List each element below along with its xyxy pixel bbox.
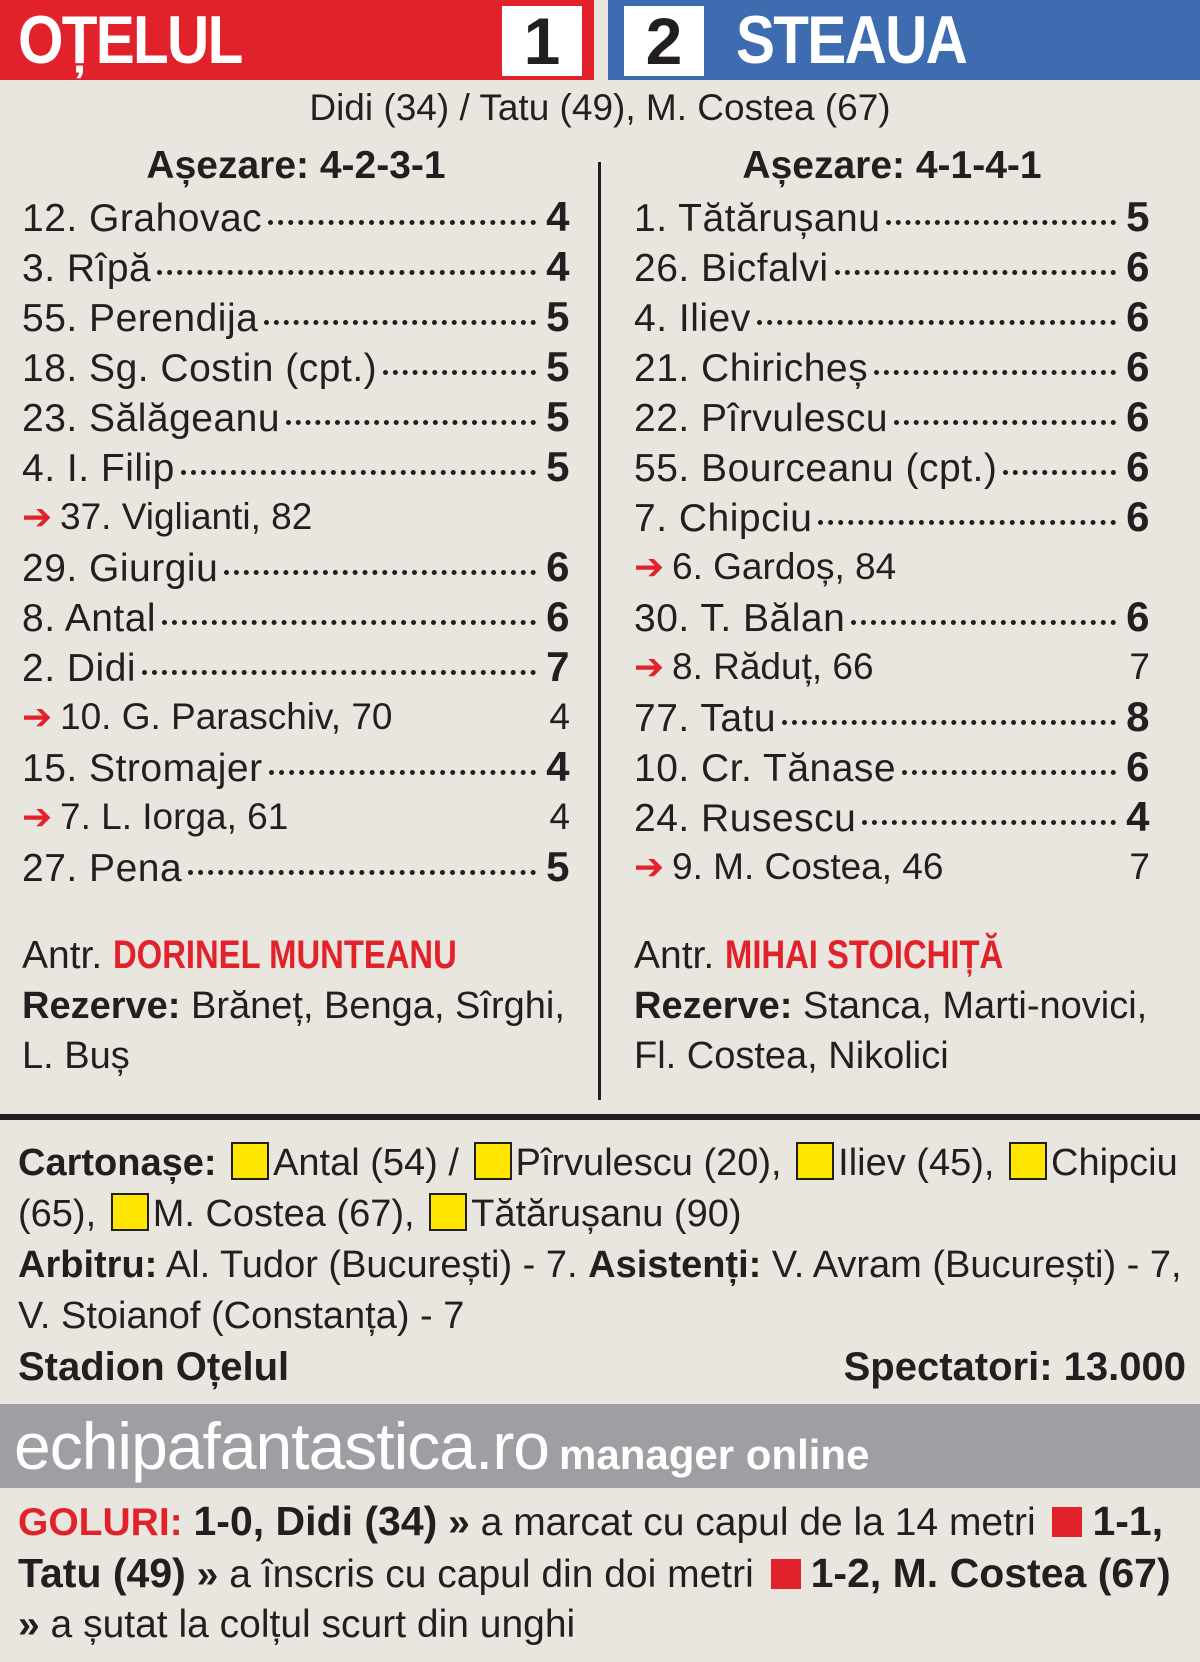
player-row (22, 442, 570, 492)
match-header (0, 0, 1200, 80)
player-grade: 6 (1126, 293, 1150, 340)
away-reserves-list: Stanca, Marti-novici, Fl. Costea, Nikolici (634, 985, 1148, 1077)
player-grade: 5 (546, 443, 570, 490)
goals-label: GOLURI: (18, 1501, 183, 1544)
player-grade: 8 (1126, 693, 1150, 740)
dot-leader (162, 620, 536, 625)
player-grade: 6 (1126, 443, 1150, 490)
chevron-icon: » (196, 1553, 219, 1596)
player-grade: 5 (546, 843, 570, 890)
yellow-card-icon (1009, 1142, 1047, 1180)
player-grade: 4 (1126, 793, 1150, 840)
player-grade: 6 (1126, 493, 1150, 540)
column-divider (598, 162, 601, 1100)
substitute-row (634, 542, 1150, 592)
player-name: 22. Pîrvulescu (634, 397, 889, 440)
player-name: 3. Rîpă (22, 247, 152, 290)
dot-leader (188, 870, 536, 875)
dot-leader (862, 820, 1116, 825)
dot-leader (268, 220, 536, 225)
player-row (22, 842, 570, 892)
player-name: 55. Bourceanu (cpt.) (634, 447, 998, 490)
assistants-label: Asistenți: (588, 1244, 762, 1286)
yellow-card-icon (474, 1142, 512, 1180)
player-row (22, 592, 570, 642)
player-grade: 4 (546, 243, 570, 290)
dot-leader (894, 420, 1116, 425)
player-name: 7. Chipciu (634, 497, 813, 540)
yellow-card-icon (231, 1142, 269, 1180)
reserves-label: Rezerve: (22, 985, 181, 1027)
player-name: 1. Tătărușanu (634, 197, 881, 240)
card-entry: Pîrvulescu (20) (515, 1142, 772, 1184)
player-grade: 6 (1126, 343, 1150, 390)
player-grade: 5 (546, 293, 570, 340)
player-name: 15. Stromajer (22, 747, 263, 790)
away-team-name: STEAUA (736, 2, 967, 78)
substitute-row (22, 692, 570, 742)
player-row (634, 242, 1150, 292)
player-grade: 6 (1126, 743, 1150, 790)
player-row (634, 292, 1150, 342)
banner-site-name: echipafantastica.ro (14, 1409, 550, 1483)
banner-tagline: manager online (559, 1431, 870, 1478)
player-row (634, 392, 1150, 442)
coach-label: Antr. (22, 934, 103, 977)
dot-leader (757, 320, 1116, 325)
player-grade: 6 (546, 543, 570, 590)
player-name: 55. Perendija (22, 297, 259, 340)
player-grade: 5 (546, 343, 570, 390)
player-name: 12. Grahovac (22, 197, 263, 240)
chevron-icon: » (18, 1603, 40, 1646)
substitution-arrow-icon: ➔ (22, 496, 53, 537)
home-coach-name: DORINEL MUNTEANU (113, 933, 457, 977)
substitute-name: 6. Gardoș, 84 (672, 546, 897, 587)
away-coach-name: MIHAI STOICHIȚĂ (725, 933, 1004, 977)
player-row (22, 192, 570, 242)
dot-leader (902, 770, 1116, 775)
card-entry: Tătărușanu (90) (471, 1193, 742, 1235)
dot-leader (264, 320, 536, 325)
substitute-grade: 7 (1129, 646, 1150, 687)
goals-description (18, 1496, 1194, 1650)
away-player-list (634, 192, 1150, 892)
player-row (22, 342, 570, 392)
player-name: 21. Chiricheș (634, 347, 869, 390)
dot-leader (874, 370, 1116, 375)
goal-score: 1-0, Didi (34) (193, 1498, 438, 1544)
player-grade: 6 (546, 593, 570, 640)
dot-leader (383, 370, 536, 375)
player-grade: 6 (1126, 393, 1150, 440)
player-row (22, 292, 570, 342)
substitute-row (634, 842, 1150, 892)
player-name: 27. Pena (22, 847, 183, 890)
assistants-names: V. Avram (București) - 7, V. Stoianof (Constanța) - 7 (18, 1244, 1182, 1337)
player-grade: 4 (546, 743, 570, 790)
substitute-name: 37. Viglianti, 82 (60, 496, 313, 537)
away-coach (634, 930, 1150, 981)
dot-leader (1003, 470, 1116, 475)
substitute-row (22, 492, 570, 542)
red-square-icon (771, 1559, 801, 1589)
away-team-band (608, 0, 1200, 80)
spectators-count: Spectatori: 13.000 (843, 1345, 1186, 1389)
yellow-card-icon (796, 1142, 834, 1180)
home-formation: Așezare: 4-2-3-1 (146, 144, 446, 187)
referee-label: Arbitru: (18, 1244, 158, 1286)
player-row (634, 342, 1150, 392)
dot-leader (181, 470, 536, 475)
dot-leader (818, 520, 1116, 525)
player-name: 2. Didi (22, 647, 137, 690)
player-row (634, 592, 1150, 642)
coach-label: Antr. (634, 934, 715, 977)
player-row (22, 642, 570, 692)
away-lineup (634, 140, 1150, 1081)
goal-score: 1-2, M. Costea (67) (810, 1550, 1171, 1596)
substitute-grade: 7 (1129, 846, 1150, 887)
goal-scorers-summary: Didi (34) / Tatu (49), M. Costea (67) (309, 87, 891, 128)
section-divider (0, 1114, 1200, 1120)
player-row (22, 242, 570, 292)
goal-description: a marcat cu capul de la 14 metri (480, 1501, 1036, 1544)
substitute-row (22, 792, 570, 842)
stadium-row (18, 1342, 1186, 1393)
reserves-label: Rezerve: (634, 985, 793, 1027)
player-row (634, 492, 1150, 542)
home-lineup (22, 140, 570, 1081)
player-name: 8. Antal (22, 597, 157, 640)
player-name: 23. Sălăgeanu (22, 397, 281, 440)
yellow-card-icon (111, 1193, 149, 1231)
dot-leader (851, 620, 1116, 625)
player-row (22, 742, 570, 792)
player-row (22, 392, 570, 442)
goal-score: 1-1, Tatu (49) (18, 1498, 1164, 1596)
substitution-arrow-icon: ➔ (634, 646, 665, 687)
yellow-card-icon (429, 1193, 467, 1231)
player-name: 24. Rusescu (634, 797, 857, 840)
match-info (18, 1138, 1186, 1393)
goal-description: a șutat la colțul scurt din unghi (50, 1603, 576, 1646)
substitute-name: 10. G. Paraschiv, 70 (60, 696, 393, 737)
red-square-icon (1052, 1507, 1082, 1537)
referee-line (18, 1240, 1186, 1342)
dot-leader (269, 770, 536, 775)
player-name: 4. I. Filip (22, 447, 175, 490)
substitute-row (634, 642, 1150, 692)
player-grade: 4 (546, 193, 570, 240)
substitution-arrow-icon: ➔ (634, 846, 665, 887)
dot-leader (142, 670, 536, 675)
player-grade: 5 (546, 393, 570, 440)
player-name: 29. Giurgiu (22, 547, 219, 590)
substitution-arrow-icon: ➔ (22, 696, 53, 737)
player-row (634, 442, 1150, 492)
player-name: 30. T. Bălan (634, 597, 846, 640)
substitute-grade: 4 (549, 696, 570, 737)
player-grade: 7 (546, 643, 570, 690)
dot-leader (782, 720, 1116, 725)
chevron-icon: » (448, 1501, 470, 1544)
referee-name: Al. Tudor (București) - 7. (165, 1244, 578, 1286)
dot-leader (286, 420, 536, 425)
card-entry: Chipciu (65) (18, 1142, 1178, 1235)
player-grade: 5 (1126, 193, 1150, 240)
home-team-name: OȚELUL (18, 2, 242, 78)
dot-leader (835, 270, 1116, 275)
substitute-name: 7. L. Iorga, 61 (60, 796, 289, 837)
player-grade: 6 (1126, 243, 1150, 290)
dot-leader (157, 270, 536, 275)
dot-leader (886, 220, 1116, 225)
player-row (634, 692, 1150, 742)
home-team-band (0, 0, 594, 80)
substitute-name: 9. M. Costea, 46 (672, 846, 944, 887)
cards-label: Cartonașe: (18, 1142, 217, 1184)
card-entry: Iliev (45) (838, 1142, 984, 1184)
away-reserves (634, 981, 1150, 1081)
card-entry: M. Costea (67) (152, 1193, 405, 1235)
player-name: 77. Tatu (634, 697, 777, 740)
away-score: 2 (624, 6, 704, 76)
player-name: 18. Sg. Costin (cpt.) (22, 347, 378, 390)
player-row (634, 192, 1150, 242)
home-coach (22, 930, 570, 981)
substitute-name: 8. Răduț, 66 (672, 646, 874, 687)
away-formation: Așezare: 4-1-4-1 (742, 144, 1042, 187)
player-grade: 6 (1126, 593, 1150, 640)
substitution-arrow-icon: ➔ (634, 546, 665, 587)
cards-line: Cartonașe: Antal (54) / Pîrvulescu (20), Iliev (45), Chipciu (65), M. Costea (67), Tătărușanu (90) (18, 1142, 1178, 1235)
player-name: 4. Iliev (634, 297, 751, 340)
stadium-name: Stadion Oțelul (18, 1345, 290, 1389)
player-name: 10. Cr. Tănase (634, 747, 897, 790)
player-name: 26. Bicfalvi (634, 247, 829, 290)
substitute-grade: 4 (549, 796, 570, 837)
promo-banner[interactable] (0, 1404, 1200, 1488)
goal-description: a înscris cu capul din doi metri (229, 1553, 754, 1596)
player-row (634, 742, 1150, 792)
home-reserves (22, 981, 570, 1081)
substitution-arrow-icon: ➔ (22, 796, 53, 837)
home-reserves-list: Brăneț, Benga, Sîrghi, L. Buș (22, 985, 565, 1077)
card-entry: Antal (54) (273, 1142, 438, 1184)
home-score: 1 (502, 6, 582, 76)
player-row (22, 542, 570, 592)
player-row (634, 792, 1150, 842)
home-player-list (22, 192, 570, 892)
dot-leader (224, 570, 536, 575)
